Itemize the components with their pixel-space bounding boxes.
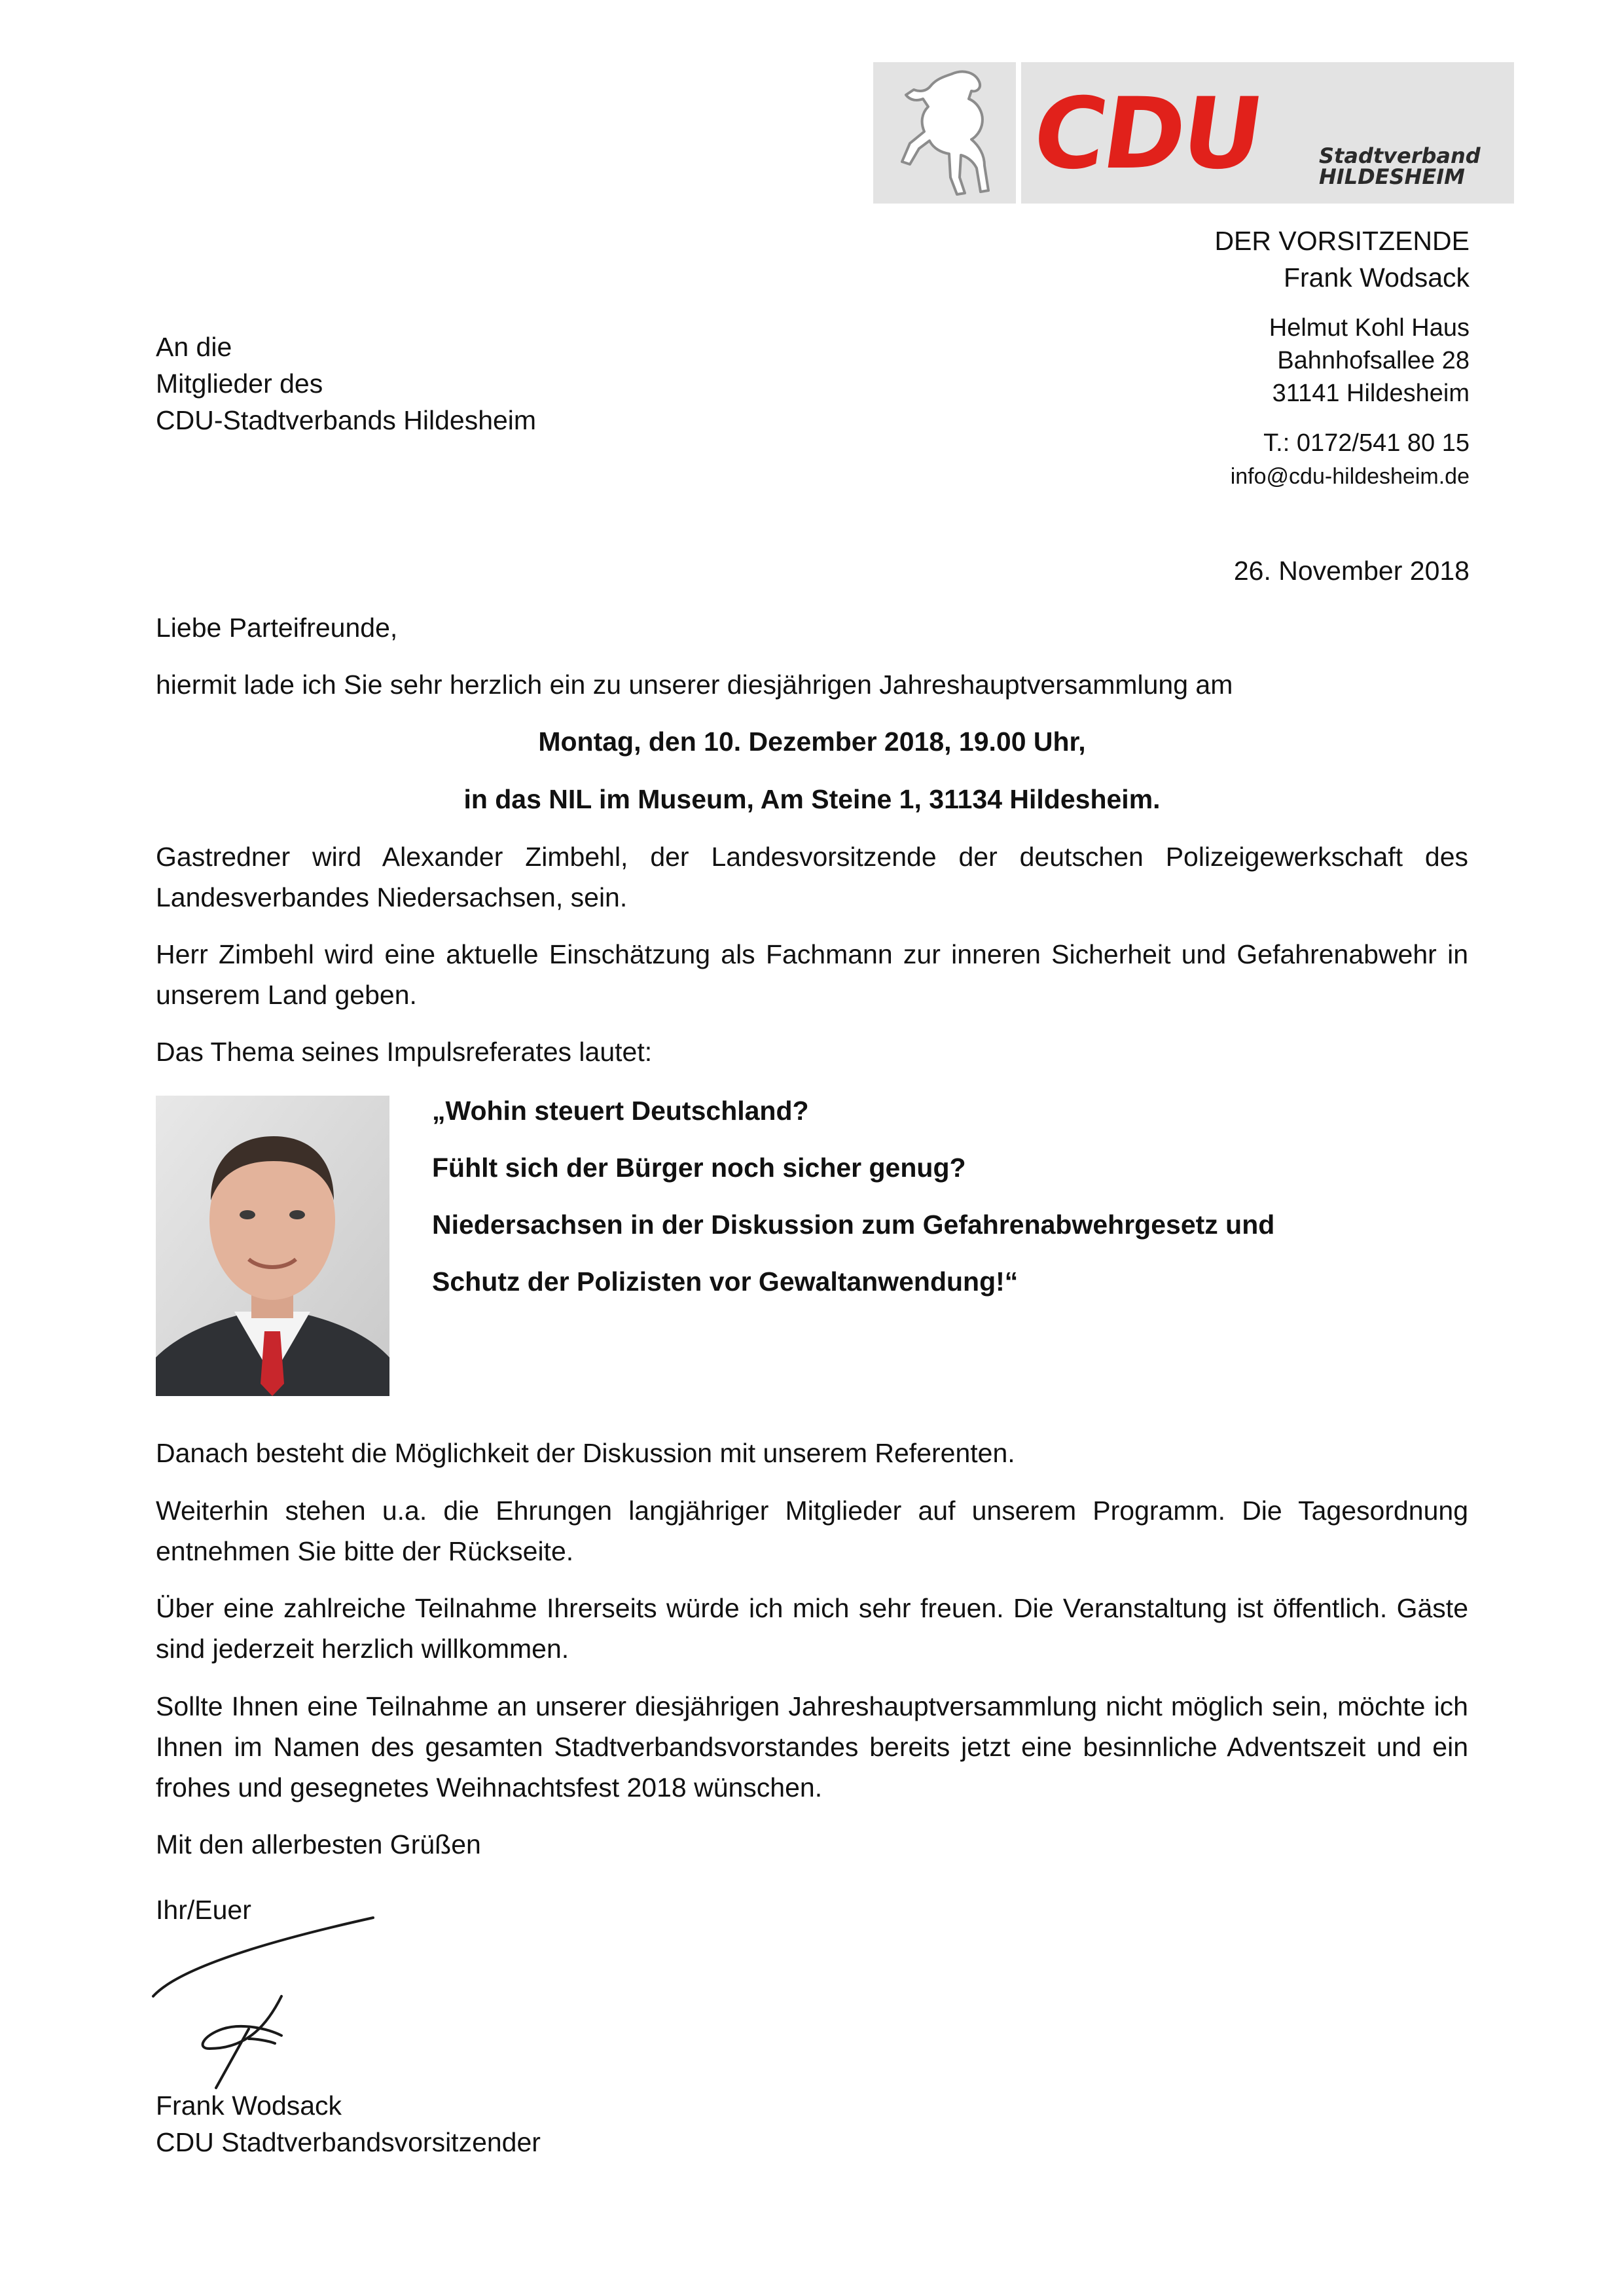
speaker-paragraph: Gastredner wird Alexander Zimbehl, der Landesvorsitzende der deutschen Polizeigewerkschaft des Landesverbandes Niedersachsen, sein. <box>156 842 1468 912</box>
participation-paragraph: Über eine zahlreiche Teilnahme Ihrerseits würde ich mich sehr freuen. Die Veranstaltung ist öffentlich. Gäste sind jederzeit herzlich willkommen. <box>156 1593 1468 1664</box>
quote-line-2: Fühlt sich der Bürger noch sicher genug? <box>432 1153 966 1183</box>
quote-line-1: „Wohin steuert Deutschland? <box>432 1096 809 1126</box>
letter-date: 26. November 2018 <box>1233 556 1470 586</box>
intro-paragraph: hiermit lade ich Sie sehr herzlich ein zu unserer diesjährigen Jahreshauptversammlung am <box>156 670 1233 700</box>
sender-phone: T.: 0172/541 80 15 <box>1263 429 1470 457</box>
recipient-line3: CDU-Stadtverbands Hildesheim <box>156 405 537 435</box>
quote-line-4: Schutz der Polizisten vor Gewaltanwendung!“ <box>432 1266 1019 1297</box>
speaker-portrait-image <box>156 1096 389 1396</box>
logo-subtitle-stadtverband: Stadtverband <box>1319 143 1481 168</box>
niedersachsen-horse-icon <box>873 62 1016 204</box>
sender-role: DER VORSITZENDE <box>1214 226 1470 256</box>
theme-intro: Das Thema seines Impulsreferates lautet: <box>156 1037 653 1067</box>
salutation: Liebe Parteifreunde, <box>156 613 398 643</box>
cdu-wordmark: CDU <box>1026 77 1268 191</box>
sender-email: info@cdu-hildesheim.de <box>1230 464 1470 489</box>
handwritten-signature <box>151 1898 386 2114</box>
sender-address-line3: 31141 Hildesheim <box>1272 380 1470 407</box>
sender-name: Frank Wodsack <box>1283 262 1470 293</box>
sender-address-line1: Helmut Kohl Haus <box>1269 314 1470 342</box>
discussion-paragraph: Danach besteht die Möglichkeit der Diskussion mit unserem Referenten. <box>156 1438 1015 1468</box>
signature-name: Frank Wodsack <box>156 2090 342 2121</box>
quote-line-3: Niedersachsen in der Diskussion zum Gefahrenabwehrgesetz und <box>432 1210 1275 1240</box>
event-date: Montag, den 10. Dezember 2018, 19.00 Uhr, <box>538 726 1086 757</box>
event-location: in das NIL im Museum, Am Steine 1, 31134 Hildesheim. <box>463 784 1161 814</box>
recipient-line2: Mitglieder des <box>156 368 323 399</box>
program-paragraph: Weiterhin stehen u.a. die Ehrungen langjähriger Mitglieder auf unserem Programm. Die Tagesordnung entnehmen Sie bitte der Rückseite. <box>156 1496 1468 1566</box>
signature-title: CDU Stadtverbandsvorsitzender <box>156 2127 541 2157</box>
speaker-photo <box>156 1096 389 1396</box>
logo-horse-panel <box>873 62 1016 204</box>
wishes-paragraph: Sollte Ihnen eine Teilnahme an unserer diesjährigen Jahreshauptversammlung nicht möglich sein, möchte ich Ihnen im Namen des gesamten Stadtverbandsvorstandes bereits jetzt eine besinnliche Adventszeit und ein frohes und gesegnetes Weihnachtsfest 2018 wünschen. <box>156 1691 1468 1803</box>
logo-subtitle-hildesheim: HILDESHEIM <box>1319 164 1465 189</box>
speaker-topic-paragraph: Herr Zimbehl wird eine aktuelle Einschätzung als Fachmann zur inneren Sicherheit und Gefahrenabwehr in unserem Land geben. <box>156 939 1468 1010</box>
sender-address-line2: Bahnhofsallee 28 <box>1277 347 1470 374</box>
closing-line: Mit den allerbesten Grüßen <box>156 1829 481 1859</box>
recipient-line1: An die <box>156 332 232 362</box>
closing-prefix: Ihr/Euer <box>156 1895 251 1925</box>
logo-cdu-panel <box>1021 62 1514 204</box>
